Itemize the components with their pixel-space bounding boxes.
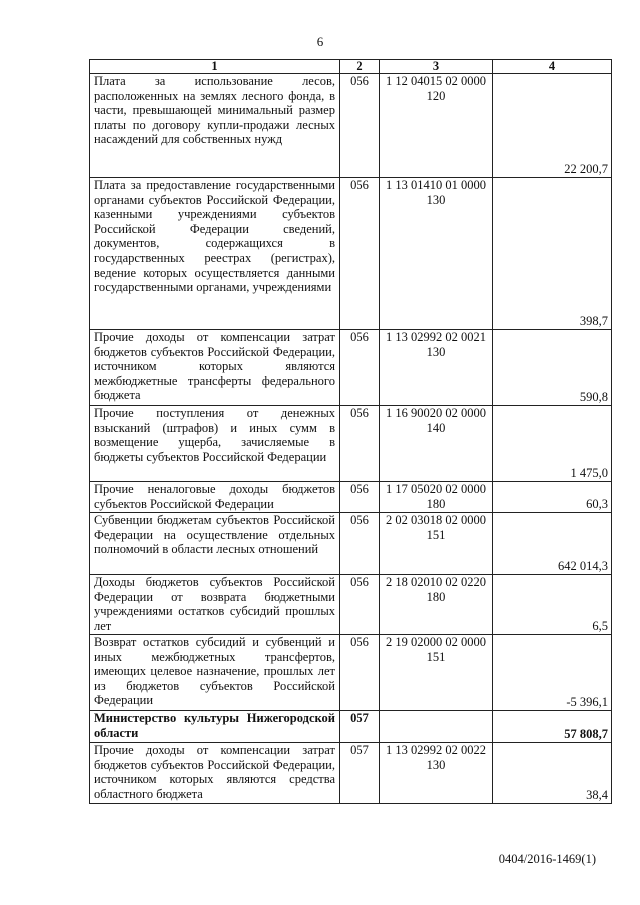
admin-code: 056 [340, 74, 380, 178]
budget-code-sub: 130 [426, 757, 446, 772]
table-row [90, 635, 612, 711]
table-row [90, 74, 612, 178]
admin-code: 057 [340, 743, 380, 804]
admin-code: 057 [340, 711, 380, 743]
revenue-name: Субвенции бюджетам субъектов Российской Федерации на осуществление отдельных полномочий в области лесных отношений [90, 513, 340, 575]
budget-code-main: 2 02 03018 02 0000 [386, 513, 486, 527]
admin-code: 056 [340, 513, 380, 575]
revenue-name: Прочие поступления от денежных взысканий (штрафов) и иных сумм в возмещение ущерба, зачисляемые в бюджеты субъектов Российской Федерации [90, 406, 340, 482]
revenue-name: Прочие доходы от компенсации затрат бюджетов субъектов Российской Федерации, источником которых являются средства областного бюджета [90, 743, 340, 804]
budget-code-main: 1 13 02992 02 0022 [386, 743, 486, 757]
amount: 642 014,3 [493, 513, 612, 575]
header-col-4: 4 [493, 60, 612, 74]
amount: 22 200,7 [493, 74, 612, 178]
table-row [90, 330, 612, 406]
budget-code-main: 1 12 04015 02 0000 [386, 74, 486, 88]
budget-code [380, 482, 493, 513]
budget-code [380, 74, 493, 178]
revenue-name: Возврат остатков субсидий и субвенций и иных межбюджетных трансфертов, имеющих целевое назначение, прошлых лет из бюджетов субъектов Российской Федерации [90, 635, 340, 711]
budget-code [380, 513, 493, 575]
revenue-name: Плата за использование лесов, расположенных на землях лесного фонда, в части, превышающей минимальный размер платы по договору купли-продажи лесных насаждений для собственных нужд [90, 74, 340, 178]
table-header-row [90, 60, 612, 74]
budget-code-sub: 151 [426, 649, 446, 664]
budget-code-main: 1 13 01410 01 0000 [386, 178, 486, 192]
budget-code-sub: 180 [426, 589, 446, 604]
header-col-1: 1 [90, 60, 340, 74]
revenue-name: Доходы бюджетов субъектов Российской Федерации от возврата бюджетными учреждениями остатков субсидий прошлых лет [90, 575, 340, 635]
budget-code-main: 1 13 02992 02 0021 [386, 330, 486, 344]
budget-code [380, 711, 493, 743]
document-number: 0404/2016-1469(1) [498, 852, 596, 866]
admin-code: 056 [340, 406, 380, 482]
amount-total: 57 808,7 [493, 711, 612, 743]
table-row [90, 178, 612, 330]
revenue-table [89, 59, 612, 804]
table-row [90, 482, 612, 513]
amount: 38,4 [493, 743, 612, 804]
admin-code: 056 [340, 635, 380, 711]
header-col-3: 3 [380, 60, 493, 74]
budget-code-main: 1 17 05020 02 0000 [386, 482, 486, 496]
revenue-name: Прочие неналоговые доходы бюджетов субъектов Российской Федерации [90, 482, 340, 513]
budget-code-sub: 151 [426, 527, 446, 542]
amount: 590,8 [493, 330, 612, 406]
table-row-ministry [90, 711, 612, 743]
budget-code [380, 635, 493, 711]
budget-code [380, 575, 493, 635]
amount: 6,5 [493, 575, 612, 635]
admin-code: 056 [340, 330, 380, 406]
page-number: 6 [316, 34, 324, 49]
amount: 1 475,0 [493, 406, 612, 482]
amount: 398,7 [493, 178, 612, 330]
ministry-name: Министерство культуры Нижегородской области [90, 711, 340, 743]
budget-code-sub: 130 [426, 192, 446, 207]
revenue-name: Плата за предоставление государственными органами субъектов Российской Федерации, казенными учреждениями субъектов Российской Федерации сведений, документов, содержащихся в государственных реестрах (регистрах), ведение которых осуществляется данными государственными органами, учреждениями [90, 178, 340, 330]
admin-code: 056 [340, 575, 380, 635]
admin-code: 056 [340, 178, 380, 330]
budget-code-sub: 120 [426, 88, 446, 103]
budget-code-sub: 140 [426, 420, 446, 435]
budget-code [380, 330, 493, 406]
amount: -5 396,1 [493, 635, 612, 711]
budget-code-main: 2 18 02010 02 0220 [386, 575, 486, 589]
header-col-2: 2 [340, 60, 380, 74]
budget-code-sub: 180 [426, 496, 446, 511]
table-row [90, 406, 612, 482]
budget-code [380, 743, 493, 804]
budget-code [380, 406, 493, 482]
amount: 60,3 [493, 482, 612, 513]
table-row [90, 513, 612, 575]
budget-code-main: 1 16 90020 02 0000 [386, 406, 486, 420]
budget-code-sub: 130 [426, 344, 446, 359]
table-row [90, 575, 612, 635]
budget-code [380, 178, 493, 330]
admin-code: 056 [340, 482, 380, 513]
revenue-name: Прочие доходы от компенсации затрат бюджетов субъектов Российской Федерации, источником которых являются межбюджетные трансферты федерального бюджета [90, 330, 340, 406]
budget-code-main: 2 19 02000 02 0000 [386, 635, 486, 649]
table-row [90, 743, 612, 804]
